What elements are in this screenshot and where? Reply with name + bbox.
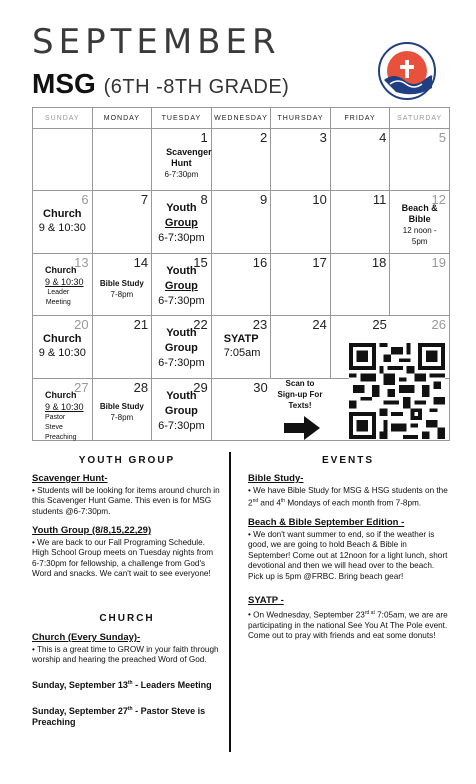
day-cell-9 (211, 191, 271, 253)
event-scavenger-hunt (152, 147, 211, 180)
day-number: 5 (438, 130, 446, 145)
group-title (32, 68, 289, 100)
event-title: Group (164, 342, 198, 355)
day-cell-27 (33, 378, 93, 440)
event-time: 6-7:30pm (164, 170, 199, 179)
note-text: - Leaders Meeting (132, 679, 212, 690)
day-number: 24 (312, 317, 327, 333)
event-bible-study (93, 401, 152, 423)
event-time: 9 & 10:30 (45, 401, 84, 412)
event-title: Youth (166, 389, 197, 402)
day-number: 3 (319, 130, 327, 145)
event-title: Church (43, 333, 82, 346)
event-title: Church (45, 264, 77, 275)
arrow-right-icon (284, 416, 320, 440)
day-cell-10 (271, 191, 331, 253)
day-number: 6 (81, 192, 89, 208)
event-time: 9 & 10:30 (38, 222, 86, 235)
event-time: 6-7:30pm (158, 419, 205, 432)
section-title: SYATP - (248, 595, 284, 607)
day-cell-14 (92, 253, 152, 315)
day-number: 7 (140, 192, 149, 208)
group-name: MSG (32, 68, 96, 99)
day-cell-17 (271, 253, 331, 315)
youth-group-section (32, 526, 222, 580)
event-title: Bible Study (99, 278, 144, 288)
day-number: 1 (200, 130, 208, 145)
event-title: Group (164, 279, 198, 292)
day-cell-13 (33, 253, 93, 315)
event-title: Group (164, 404, 198, 417)
event-title: Beach & Bible (401, 203, 438, 225)
day-cell-5 (390, 129, 450, 191)
events-heading: EVENTS (321, 455, 374, 466)
day-cell-24 (271, 316, 331, 378)
note-sup: th (127, 679, 133, 686)
event-title: Group (164, 217, 198, 230)
day-cell-12 (390, 191, 450, 253)
event-title: Youth (166, 264, 197, 277)
day-number: 25 (372, 317, 387, 333)
youth-ministry-logo (376, 40, 438, 102)
church-section (32, 633, 222, 666)
events-column (248, 474, 448, 651)
event-church-leader (45, 264, 92, 308)
event-title: Youth (166, 327, 197, 340)
event-church (33, 332, 92, 360)
day-header-thursday: THURSDAY (271, 108, 331, 129)
day-header-tuesday: TUESDAY (152, 108, 212, 129)
church-column (32, 633, 222, 727)
scan-signup-text: Scan to Sign-up For Texts! (277, 379, 323, 410)
body-sup: rd at (364, 609, 375, 616)
youth-group-heading: YOUTH GROUP (78, 455, 176, 466)
day-header-saturday: SATURDAY (390, 108, 450, 129)
day-number: 17 (312, 254, 327, 270)
day-number: 14 (133, 254, 149, 270)
day-number: 19 (431, 254, 446, 270)
day-number: 9 (260, 192, 268, 208)
day-cell-2 (211, 129, 271, 191)
day-cell-21 (92, 316, 152, 378)
section-title: Church (Every Sunday)- (32, 632, 141, 643)
event-title: Scavenger Hunt (166, 147, 212, 168)
event-youth-group (152, 389, 211, 434)
day-number: 23 (252, 317, 268, 333)
day-number: 11 (372, 192, 387, 208)
section-body (248, 486, 448, 510)
youth-group-column (32, 474, 222, 589)
event-church (33, 207, 92, 235)
event-title: Church (43, 208, 82, 221)
event-bible-study (93, 278, 152, 300)
day-cell-6 (33, 191, 93, 253)
note-sup: th (127, 706, 133, 712)
section-title: Youth Group (8/8,15,22,29) (32, 525, 152, 536)
day-number: 10 (312, 192, 327, 208)
event-note: Pastor Steve Preaching (45, 413, 77, 441)
day-number: 8 (200, 192, 208, 208)
section-body: • This is a great time to GROW in your faith through worship and hearing the preached Word of God. (32, 645, 222, 666)
event-note: Leader Meeting (45, 288, 71, 306)
event-time: 7:05am (223, 347, 261, 360)
day-cell-28 (92, 378, 152, 440)
day-number: 2 (260, 130, 268, 145)
column-divider (229, 452, 231, 752)
day-cell-20 (33, 316, 93, 378)
day-cell-19 (390, 253, 450, 315)
day-header-friday: FRIDAY (330, 108, 390, 129)
body-text: We have Bible Study for MSG & HSG students on the 2 (248, 485, 448, 508)
day-cell-empty (33, 129, 93, 191)
body-text: 7:05am, we are are participating in the national See You At The Pole event. Come out to pray with friends and eat some donuts! (248, 610, 448, 641)
event-syatp (224, 332, 271, 360)
note-text: Sunday, September 27 (32, 706, 128, 716)
body-sup: nd (252, 498, 259, 504)
day-number: 16 (252, 254, 268, 270)
grade-range: (6TH -8TH GRADE) (103, 76, 290, 98)
section-body: • We are back to our Fall Programing Schedule. High School Group meets on Tuesday nights from 6-7:30pm for fellowship, a challenge from God's Word and snacks. We can't wait to see everyone! (32, 538, 222, 580)
note-text: - Pastor Steve is Preaching (32, 706, 206, 727)
body-text: and 4 (258, 498, 281, 508)
bible-study-section (248, 474, 448, 509)
section-body (248, 608, 448, 642)
day-number: 4 (379, 130, 387, 145)
qr-code-icon[interactable] (349, 343, 445, 439)
event-title: SYATP (223, 333, 259, 346)
day-number: 28 (133, 379, 149, 395)
event-title: Bible Study (99, 401, 144, 411)
event-church-pastor (45, 389, 92, 443)
day-number: 12 (431, 192, 446, 208)
day-cell-18 (330, 253, 390, 315)
day-number: 29 (193, 379, 208, 395)
day-cell-empty (92, 129, 152, 191)
section-body: • Students will be looking for items around church in this Scavenger Hunt Game. This even is for MSG students @6-7:30pm. (32, 486, 222, 518)
day-number: 15 (193, 254, 208, 270)
day-header-wednesday: WEDNESDAY (211, 108, 271, 129)
body-sup: th (280, 498, 286, 504)
body-text: On Wednesday, September 23 (253, 610, 365, 620)
day-number: 27 (74, 379, 89, 395)
day-number: 22 (193, 317, 208, 333)
day-header-sunday: SUNDAY (33, 108, 93, 129)
section-title: Scavenger Hunt- (32, 473, 108, 484)
section-title: Bible Study- (248, 473, 304, 484)
day-cell-4 (330, 129, 390, 191)
day-cell-16 (211, 253, 271, 315)
day-cell-3 (271, 129, 331, 191)
event-time: 9 & 10:30 (38, 347, 86, 360)
day-number: 30 (253, 379, 268, 395)
day-number: 13 (74, 254, 89, 270)
day-cell-1 (152, 129, 212, 191)
day-cell-30 (211, 378, 271, 440)
pastor-steve-note (32, 704, 222, 727)
day-number: 21 (133, 317, 149, 333)
event-time: 6-7:30pm (158, 357, 205, 370)
syatp-section (248, 596, 448, 642)
event-title: Youth (166, 202, 197, 215)
day-cell-23 (211, 316, 271, 378)
section-title: Beach & Bible September Edition - (248, 517, 405, 529)
event-youth-group (152, 201, 211, 246)
leaders-meeting-note (32, 678, 222, 691)
note-text: Sunday, September 13 (32, 679, 128, 690)
day-number: 20 (74, 317, 89, 333)
day-cell-11 (330, 191, 390, 253)
body-text: Mondays of each month from 7-8pm. (285, 498, 422, 508)
beach-bible-section (248, 518, 448, 582)
day-number: 18 (371, 254, 387, 270)
day-cell-15 (152, 253, 212, 315)
day-header-monday: MONDAY (92, 108, 152, 129)
event-time: 12 noon - 5pm (402, 226, 437, 247)
day-cell-7 (92, 191, 152, 253)
event-time: 6-7:30pm (158, 232, 205, 245)
day-cell-22 (152, 316, 212, 378)
day-number: 26 (431, 317, 446, 333)
event-time: 6-7:30pm (158, 294, 205, 307)
event-youth-group (152, 264, 211, 309)
day-cell-29 (152, 378, 212, 440)
day-cell-8 (152, 191, 212, 253)
event-title: Church (45, 389, 77, 400)
event-time: 9 & 10:30 (45, 276, 84, 287)
event-time: 7-8pm (110, 289, 134, 299)
event-beach-bible (390, 203, 449, 247)
event-time: 7-8pm (110, 412, 134, 422)
section-body: • We don't want summer to end, so if the weather is good, we are going to hold Beach & Bible in September! Come out at 12noon for a light lunch, short devotional and then we will head over to the beach. Pick up is 5pm @FRBC. Bring beach gear! (248, 530, 448, 583)
scavenger-section (32, 474, 222, 517)
event-youth-group (152, 326, 211, 371)
month-title: SEPTEMBER (32, 22, 281, 62)
church-heading: CHURCH (99, 613, 155, 624)
